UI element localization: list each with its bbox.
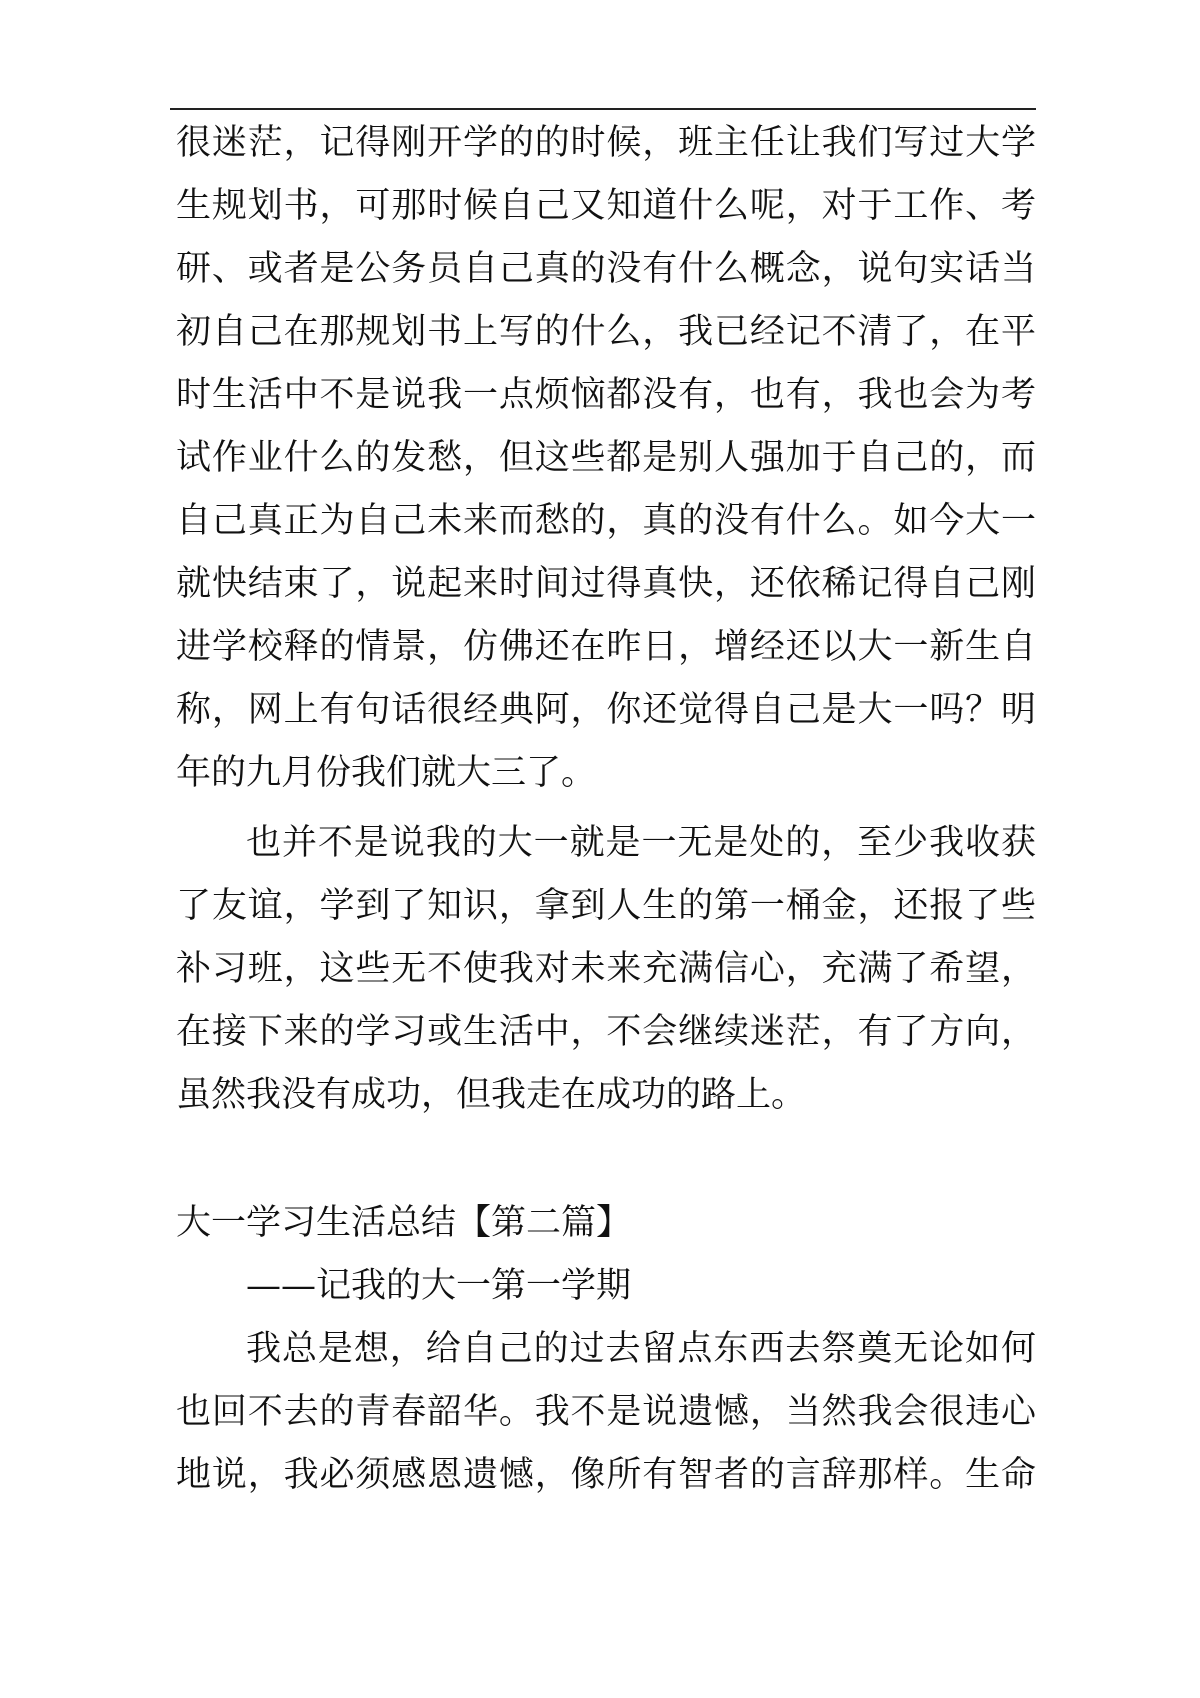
paragraph-2-line-3: 补习班，这些无不使我对未来充满信心，充满了希望， bbox=[176, 949, 1036, 989]
paragraph-2-line-1: 也并不是说我的大一就是一无是处的，至少我收获 bbox=[246, 823, 1036, 863]
section-2-line-1: 我总是想，给自己的过去留点东西去祭奠无论如何 bbox=[246, 1329, 1036, 1369]
section-title: 大一学习生活总结【第二篇】 bbox=[176, 1203, 632, 1243]
paragraph-2-line-2: 了友谊，学到了知识，拿到人生的第一桶金，还报了些 bbox=[176, 886, 1036, 926]
paragraph-1-line-6: 试作业什么的发愁，但这些都是别人强加于自己的，而 bbox=[176, 438, 1036, 478]
header-rule bbox=[170, 108, 1036, 110]
paragraph-1-line-4: 初自己在那规划书上写的什么，我已经记不清了，在平 bbox=[176, 312, 1036, 352]
paragraph-1-line-2: 生规划书，可那时候自己又知道什么呢，对于工作、考 bbox=[176, 186, 1036, 226]
paragraph-1-line-8: 就快结束了，说起来时间过得真快，还依稀记得自己刚 bbox=[176, 564, 1036, 604]
section-2-line-3: 地说，我必须感恩遗憾，像所有智者的言辞那样。生命 bbox=[176, 1455, 1036, 1495]
paragraph-1-line-5: 时生活中不是说我一点烦恼都没有，也有，我也会为考 bbox=[176, 375, 1036, 415]
paragraph-1-line-10: 称，网上有句话很经典阿，你还觉得自己是大一吗？明 bbox=[176, 690, 1036, 730]
paragraph-1-line-3: 研、或者是公务员自己真的没有什么概念，说句实话当 bbox=[176, 249, 1036, 289]
section-subtitle: ——记我的大一第一学期 bbox=[246, 1266, 632, 1306]
paragraph-2-line-5: 虽然我没有成功，但我走在成功的路上。 bbox=[176, 1075, 807, 1115]
paragraph-1-line-7: 自己真正为自己未来而愁的，真的没有什么。如今大一 bbox=[176, 501, 1036, 541]
paragraph-1-line-11: 年的九月份我们就大三了。 bbox=[176, 753, 597, 793]
paragraph-1-line-9: 进学校释的情景，仿佛还在昨日，增经还以大一新生自 bbox=[176, 627, 1036, 667]
section-2-line-2: 也回不去的青春韶华。我不是说遗憾，当然我会很违心 bbox=[176, 1392, 1036, 1432]
paragraph-1-line-1: 很迷茫，记得刚开学的的时候，班主任让我们写过大学 bbox=[176, 123, 1036, 163]
paragraph-2-line-4: 在接下来的学习或生活中，不会继续迷茫，有了方向， bbox=[176, 1012, 1036, 1052]
